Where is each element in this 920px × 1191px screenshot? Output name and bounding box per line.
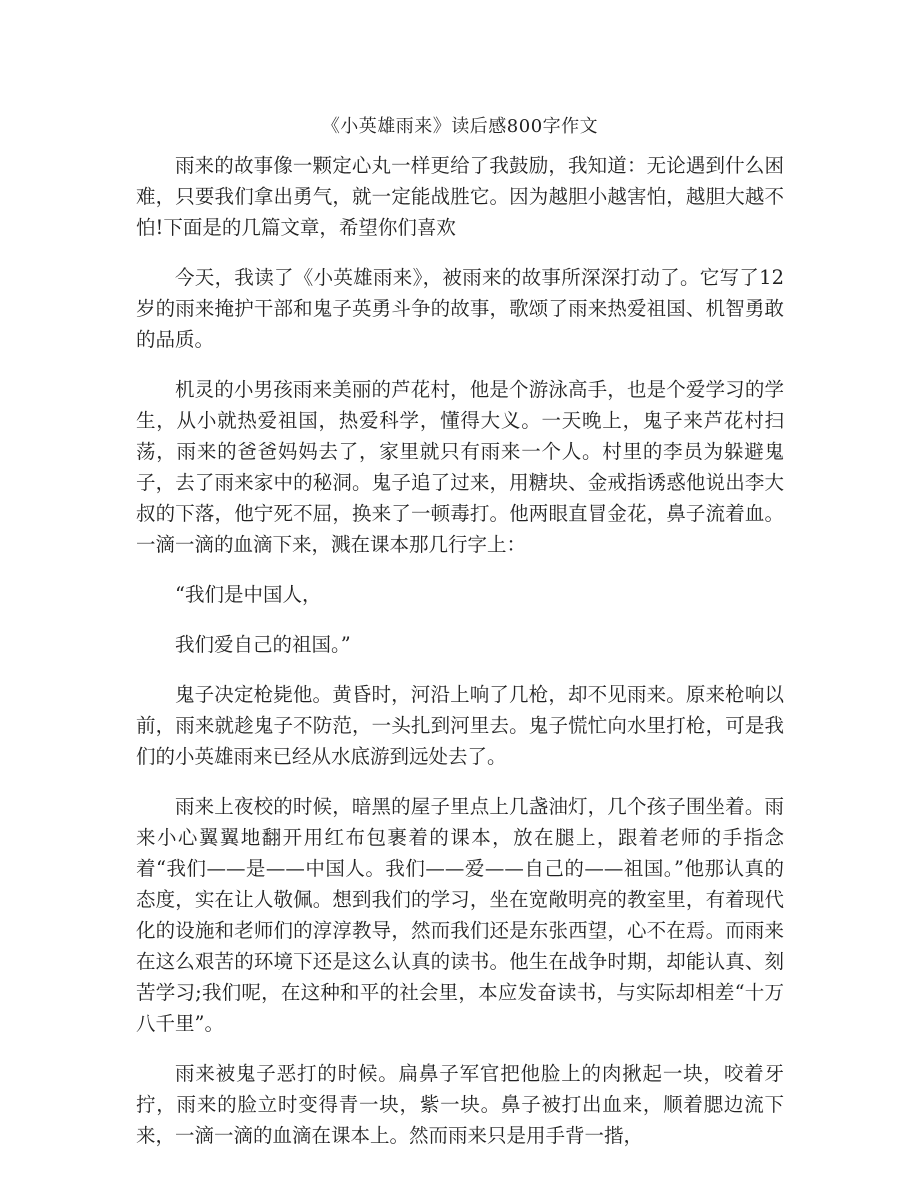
paragraph-quote-line-1: “我们是中国人， (175, 583, 322, 606)
paragraph-8: 雨来被鬼子恶打的时候。扁鼻子军官把他脸上的肉揪起一块，咬着牙拧，雨来的脸立时变得青一块，紫一块。鼻子被打出血来，顺着腮边流下来，一滴一滴的血滴在课本上。然而雨来只是用手背一揩， (136, 1062, 784, 1147)
paragraph-6: 鬼子决定枪毙他。黄昏时，河沿上响了几枪，却不见雨来。原来枪响以前，雨来就趁鬼子不防范，一头扎到河里去。鬼子慌忙向水里打枪，可是我们的小英雄雨来已经从水底游到远处去了。 (136, 683, 784, 768)
paragraph-2: 今天，我读了《小英雄雨来》，被雨来的故事所深深打动了。它写了12岁的雨来掩护干部和鬼子英勇斗争的故事，歌颂了雨来热爱祖国、机智勇敢的品质。 (136, 266, 784, 351)
paragraph-7: 雨来上夜校的时候，暗黑的屋子里点上几盏油灯，几个孩子围坐着。雨来小心翼翼地翻开用红布包裹着的课本，放在腿上，跟着老师的手指念着“我们——是——中国人。我们——爱——自己的——祖国。”他那认真的态度，实在让人敬佩。想到我们的学习，坐在宽敞明亮的教室里，有着现代化的设施和老师们的淳淳教导，然而我们还是东张西望，心不在焉。而雨来在这么艰苦的环境下还是这么认真的读书。他生在战争时期，却能认真、刻苦学习;我们呢，在这种和平的社会里，本应发奋读书，与实际却相差“十万八千里”。 (136, 795, 784, 1035)
paragraph-3: 机灵的小男孩雨来美丽的芦花村，他是个游泳高手，也是个爱学习的学生，从小就热爱祖国，热爱科学，懂得大义。一天晚上，鬼子来芦花村扫荡，雨来的爸爸妈妈去了，家里就只有雨来一个人。村里的李员为躲避鬼子，去了雨来家中的秘洞。鬼子追了过来，用糖块、金戒指诱惑他说出李大叔的下落，他宁死不屈，换来了一顿毒打。他两眼直冒金花，鼻子流着血。一滴一滴的血滴下来，溅在课本那几行字上： (136, 378, 784, 556)
paragraph-1: 雨来的故事像一颗定心丸一样更给了我鼓励，我知道：无论遇到什么困难，只要我们拿出勇气，就一定能战胜它。因为越胆小越害怕，越胆大越不怕!下面是的几篇文章，希望你们喜欢 (136, 154, 784, 239)
document-title: 《小英雄雨来》读后感800字作文 (321, 116, 599, 137)
paragraph-quote-line-2: 我们爱自己的祖国。” (175, 633, 351, 656)
document-body (136, 150, 784, 1170)
